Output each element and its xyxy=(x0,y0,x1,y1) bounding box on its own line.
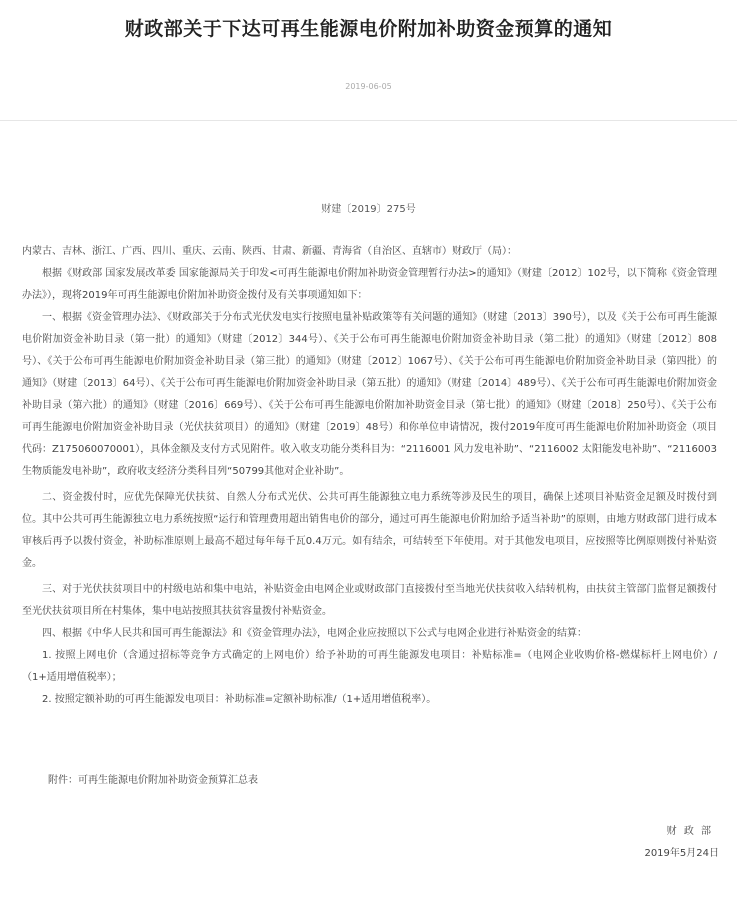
page-title: 财政部关于下达可再生能源电价附加补助资金预算的通知 xyxy=(124,18,613,40)
formula-1: 1. 按照上网电价（含通过招标等竞争方式确定的上网电价）给予补助的可再生能源发电项目：补贴标准=（电网企业收购价格-燃煤标杆上网电价）/（1+适用增值税率）； xyxy=(22,650,717,683)
paragraph-3: 三、对于光伏扶贫项目中的村级电站和集中电站，补贴资金由电网企业或财政部门直接拨付至当地光伏扶贫收入结转机构，由扶贫主管部门监督足额拨付至光伏扶贫项目所在村集体，集中电站按照其扶贫容量拨付补贴资金。 xyxy=(22,584,717,617)
paragraph-2: 二、资金拨付时，应优先保障光伏扶贫、自然人分布式光伏、公共可再生能源独立电力系统等涉及民生的项目，确保上述项目补贴资金足额及时拨付到位。其中公共可再生能源独立电力系统按照“运行和管理费用超出销售电价的部分，通过可再生能源电价附加给予适当补助”的原则，由地方财政部门进行成本审核后再予以拨付资金，补助标准原则上最高不超过每年每千瓦0.4万元。如有结余，可结转至下年使用。对于其他发电项目，应按照等比例原则拨付补贴资金。 xyxy=(22,492,717,569)
document-number: 财建〔2019〕275号 xyxy=(321,204,416,215)
attachment-note: 附件：可再生能源电价附加补助资金预算汇总表 xyxy=(48,775,258,786)
divider xyxy=(0,120,737,121)
paragraph-1: 一、根据《资金管理办法》、《财政部关于分布式光伏发电实行按照电量补贴政策等有关问题的通知》（财建〔2013〕390号），以及《关于公布可再生能源电价附加资金补助目录（第一批）的通知》（财建〔2012〕344号）、《关于公布可再生能源电价附加资金补助目录（第二批）的通知》（财建〔2012〕808号）、《关于公布可再生能源电价附加资金补助目录（第三批）的通知》（财建〔2012〕1067号）、《关于公布可再生能源电价附加资金补助目录（第四批）的通知》（财建〔2013〕64号）、《关于公布可再生能源电价附加资金补助目录（第五批）的通知》（财建〔2014〕489号）、《关于公布可再生能源电价附加资金补助目录（第六批）的通知》（财建〔2016〕669号）、《关于公布可再生能源电价附加补助资金目录（第七批）的通知》（财建〔2018〕250号）、《关于公布可再生能源电价附加资金补助目录（光伏扶贫项目）的通知》（财建〔2019〕48号）和你单位申请情况，拨付2019年度可再生能源电价附加补助资金（项目代码：Z175060070001），具体金额及支付方式见附件。收入收支功能分类科目为：“2116001 风力发电补助”、“2116002 太阳能发电补助”、“2116003 生物质能发电补助”，政府收支经济分类科目列“50799其他对企业补助”。 xyxy=(22,312,717,477)
addressee: 内蒙古、吉林、浙江、广西、四川、重庆、云南、陕西、甘肃、新疆、青海省（自治区、直辖市）财政厅（局）： xyxy=(22,246,517,257)
publish-date: 2019-06-05 xyxy=(345,82,392,91)
document-body xyxy=(22,241,717,711)
formula-2: 2. 按照定额补助的可再生能源发电项目：补助标准=定额补助标准/（1+适用增值税率）。 xyxy=(42,694,437,705)
signature: 财 政 部 xyxy=(666,826,713,837)
paragraph-4: 四、根据《中华人民共和国可再生能源法》和《资金管理办法》，电网企业应按照以下公式与电网企业进行补贴资金的结算： xyxy=(42,628,587,639)
signature-date: 2019年5月24日 xyxy=(644,848,719,859)
paragraph-intro: 根据《财政部 国家发展改革委 国家能源局关于印发<可再生能源电价附加补助资金管理暂行办法>的通知》（财建〔2012〕102号，以下简称《资金管理办法》），现将2019年可再生能源电价附加补助资金拨付及有关事项通知如下： xyxy=(22,268,717,301)
